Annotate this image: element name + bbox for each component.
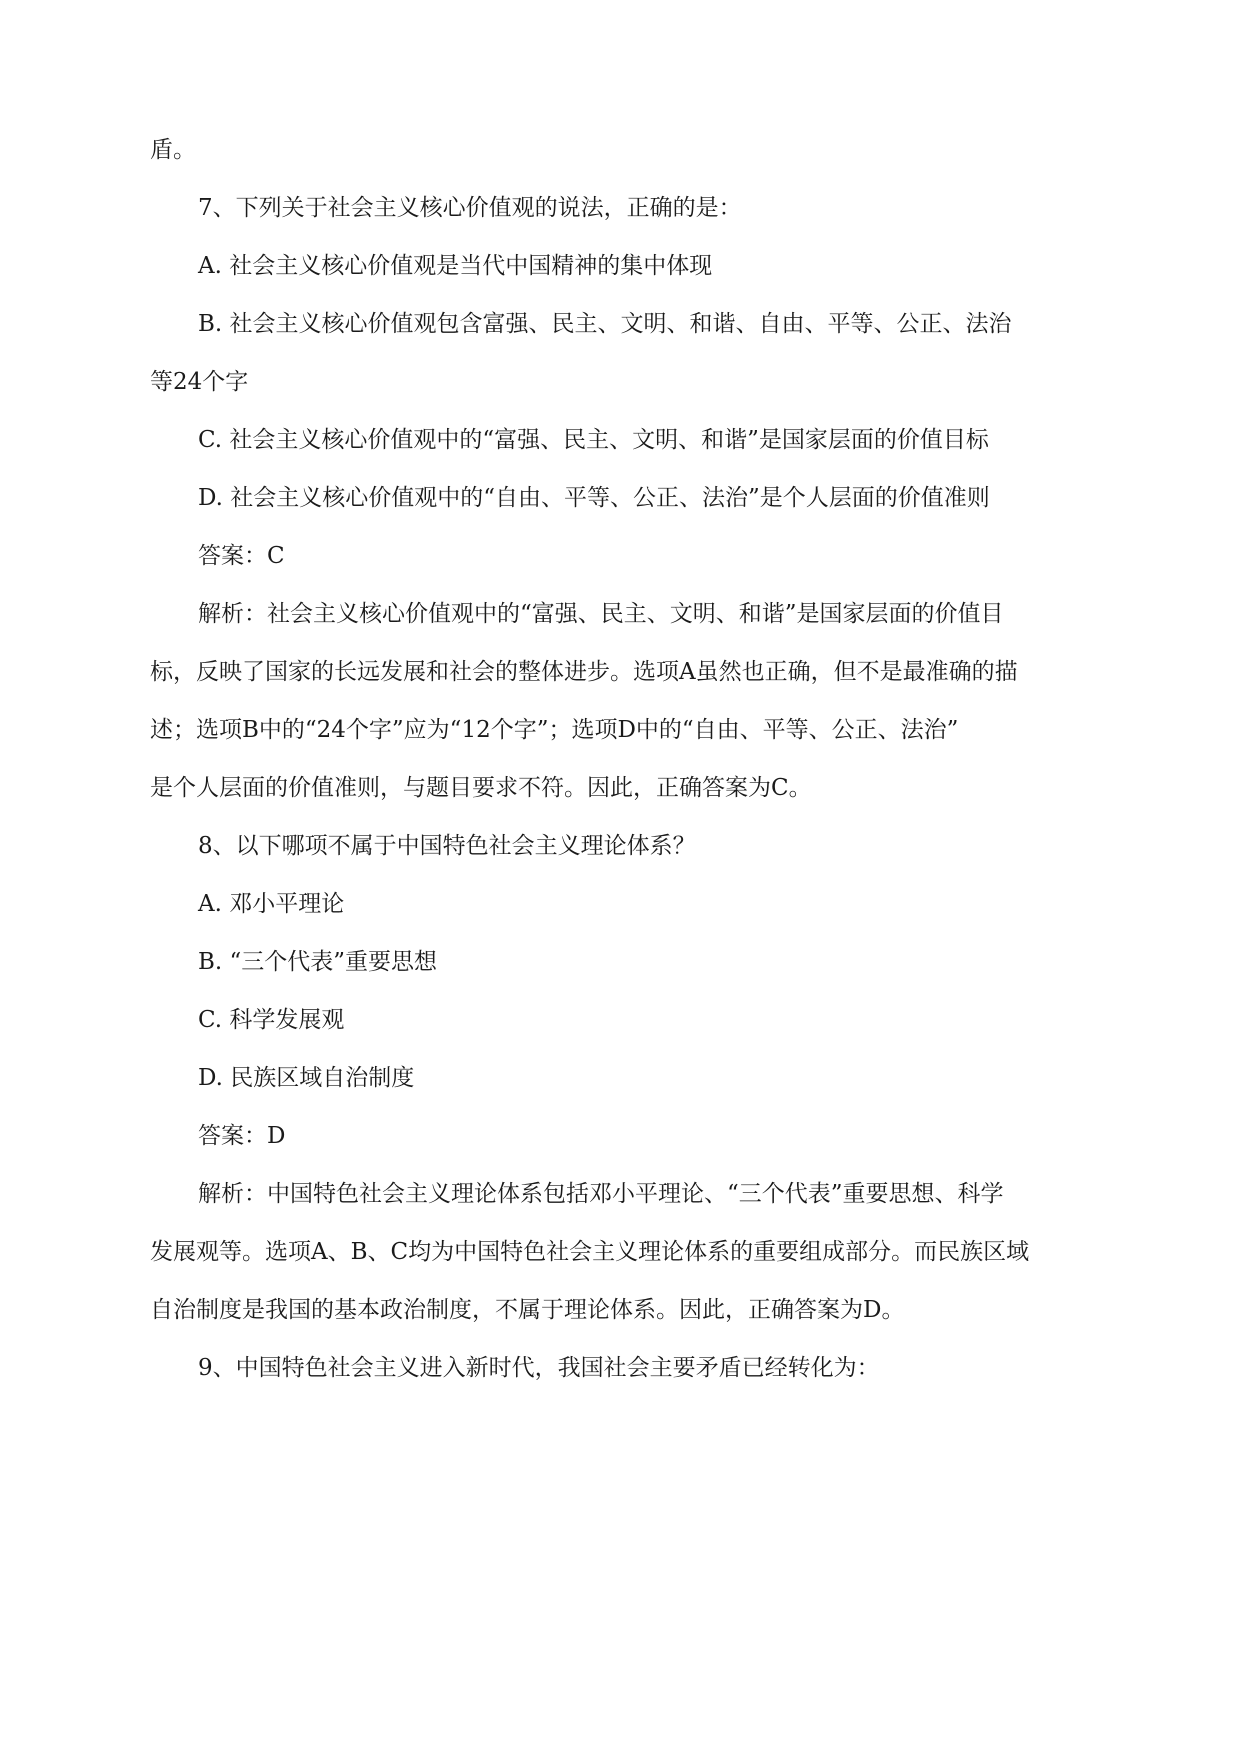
- text-line: 盾。: [150, 137, 196, 163]
- answer-8: 答案：D: [198, 1123, 286, 1149]
- explanation-8: 解析：中国特色社会主义理论体系包括邓小平理论、“三个代表”重要思想、科学: [198, 1181, 1004, 1207]
- answer-7: 答案：C: [198, 543, 285, 569]
- option-b: B. “三个代表”重要思想: [198, 949, 438, 975]
- option-c: C. 社会主义核心价值观中的“富强、民主、文明、和谐”是国家层面的价值目标: [198, 427, 989, 453]
- option-b-continued: 等24个字: [150, 369, 249, 395]
- explanation-8-continued: 自治制度是我国的基本政治制度，不属于理论体系。因此，正确答案为D。: [150, 1297, 905, 1323]
- explanation-8-continued: 发展观等。选项A、B、C均为中国特色社会主义理论体系的重要组成部分。而民族区域: [150, 1239, 1030, 1265]
- option-a: A. 邓小平理论: [198, 891, 345, 917]
- explanation-7-continued: 述；选项B中的“24个字”应为“12个字”；选项D中的“自由、平等、公正、法治”: [150, 717, 959, 743]
- option-d: D. 社会主义核心价值观中的“自由、平等、公正、法治”是个人层面的价值准则: [198, 485, 990, 511]
- question-7: 7、下列关于社会主义核心价值观的说法，正确的是：: [198, 195, 742, 221]
- explanation-7-continued: 标，反映了国家的长远发展和社会的整体进步。选项A虽然也正确，但不是最准确的描: [150, 659, 1018, 685]
- explanation-7: 解析：社会主义核心价值观中的“富强、民主、文明、和谐”是国家层面的价值目: [198, 601, 1004, 627]
- explanation-7-continued: 是个人层面的价值准则，与题目要求不符。因此，正确答案为C。: [150, 775, 812, 801]
- question-8: 8、以下哪项不属于中国特色社会主义理论体系？: [198, 833, 696, 859]
- question-9: 9、中国特色社会主义进入新时代，我国社会主要矛盾已经转化为：: [198, 1355, 880, 1381]
- option-c: C. 科学发展观: [198, 1007, 345, 1033]
- option-b: B. 社会主义核心价值观包含富强、民主、文明、和谐、自由、平等、公正、法治: [198, 311, 1012, 337]
- option-d: D. 民族区域自治制度: [198, 1065, 415, 1091]
- option-a: A. 社会主义核心价值观是当代中国精神的集中体现: [198, 253, 713, 279]
